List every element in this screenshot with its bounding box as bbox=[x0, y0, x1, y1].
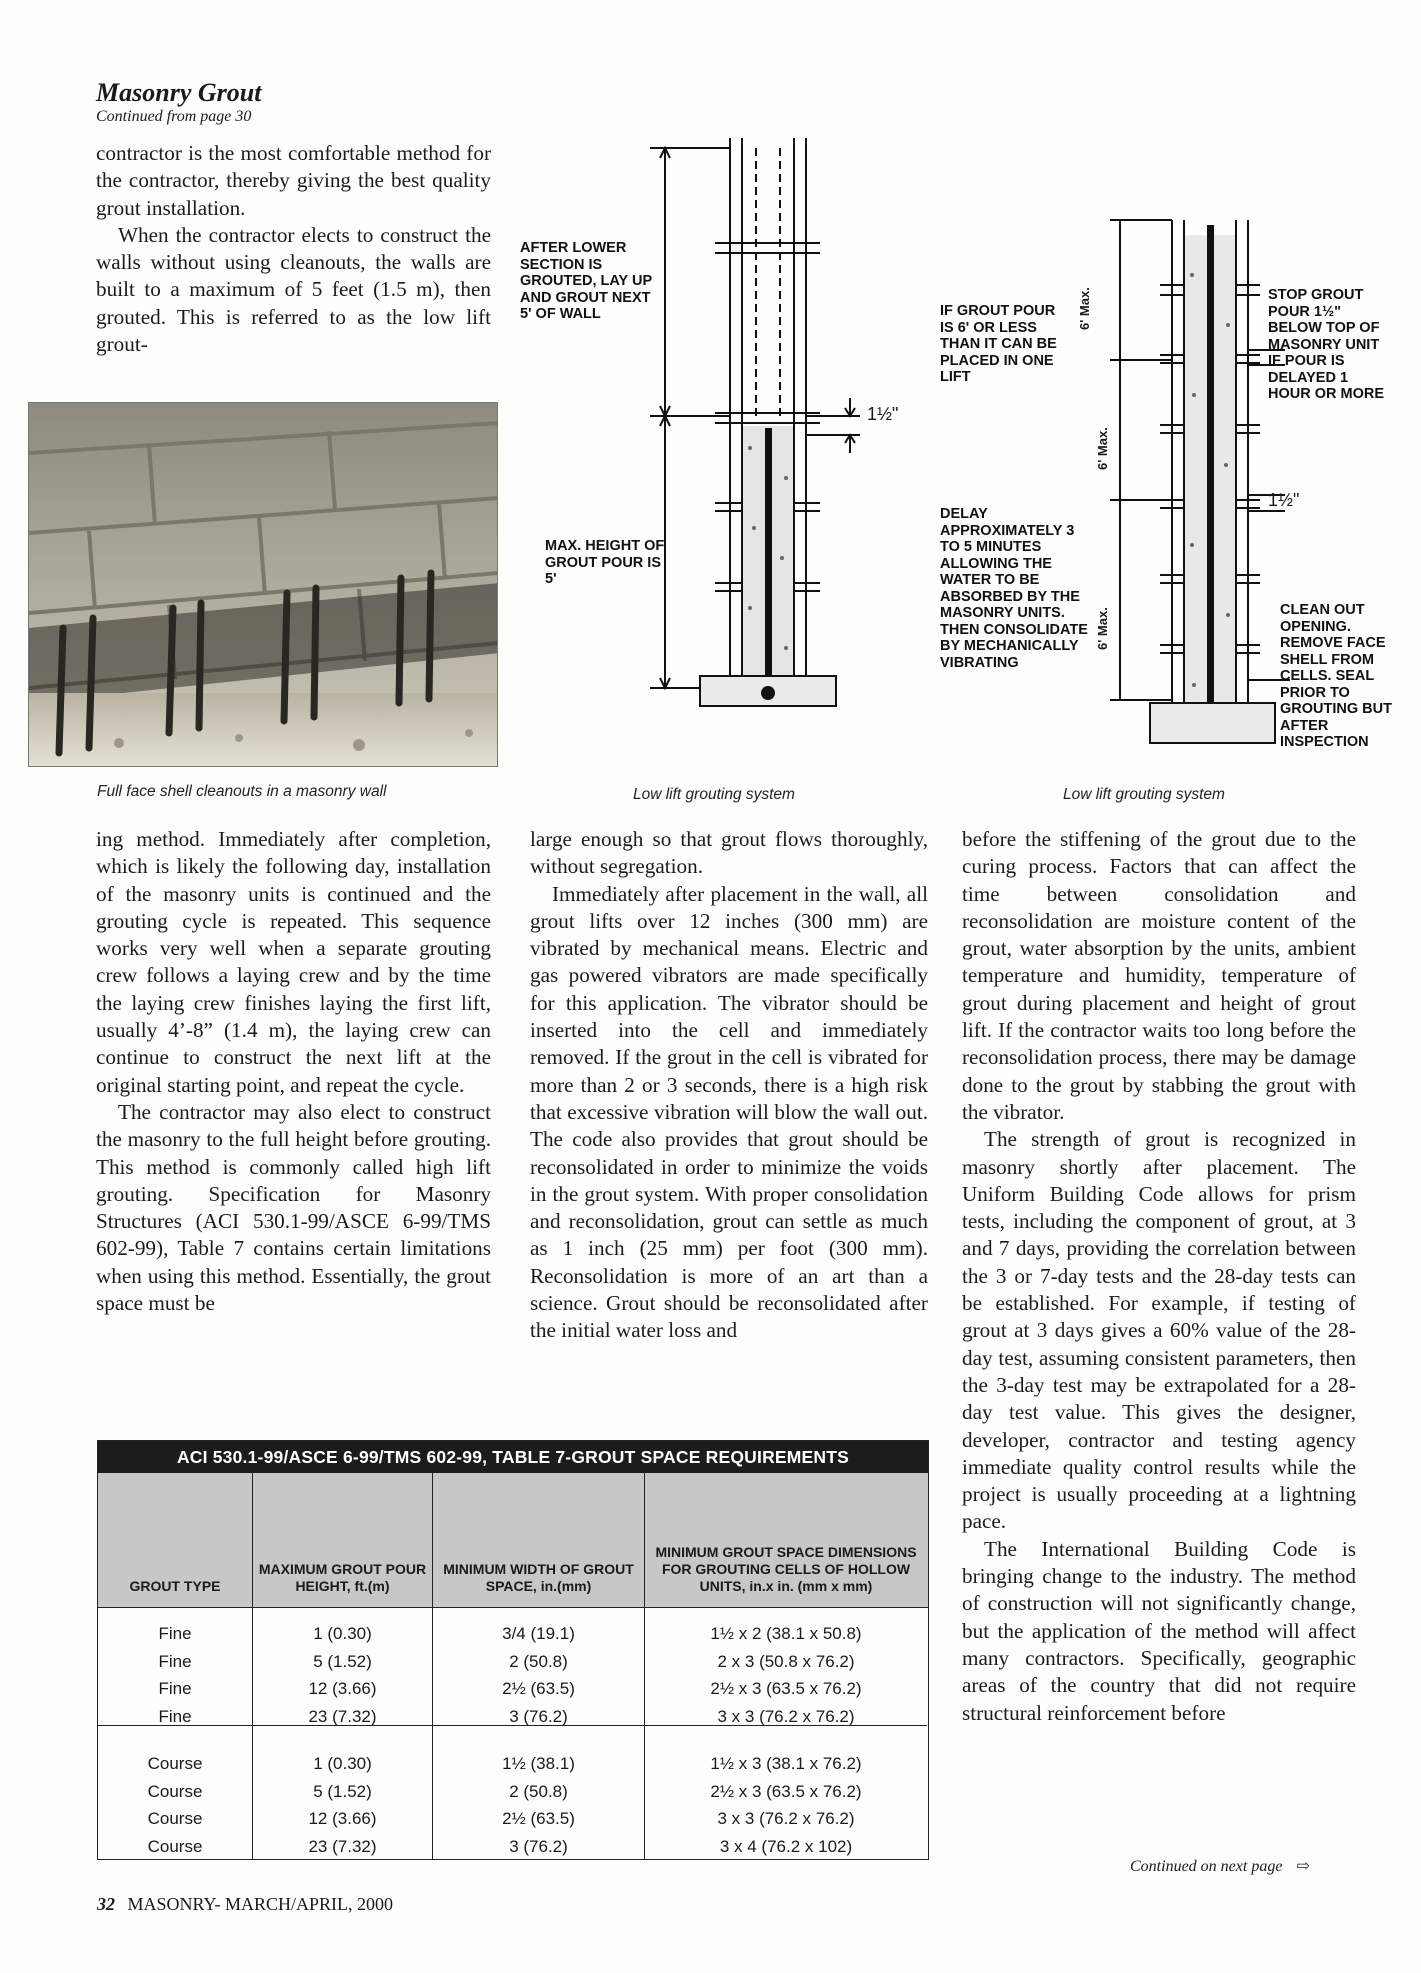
paragraph: contractor is the most comfortable method for the contractor, thereby giving the best quality grout installation. bbox=[96, 141, 491, 220]
paragraph: The contractor may also elect to construct the masonry to the full height before grouting. This method is commonly called high lift grouting. Specification for Masonry Structures (ACI 530.1-99/ASCE 6-99/TMS 602-99), Table 7 contains certain limitations when using this method. Essentially, the grout space must be bbox=[96, 1099, 491, 1316]
arrow-right-icon: ⇨ bbox=[1296, 1858, 1310, 1875]
table-cell: 3 x 3 (76.2 x 76.2) bbox=[717, 1809, 855, 1828]
table-cell: 2½ x 3 (63.5 x 76.2) bbox=[710, 1781, 862, 1801]
table-cell: 2 x 3 (50.8 x 76.2) bbox=[717, 1651, 855, 1671]
table-cell: Course bbox=[147, 1809, 203, 1828]
publication-info: MASONRY- MARCH/APRIL, 2000 bbox=[127, 1894, 394, 1914]
diagram-1-label-top: AFTER LOWER SECTION IS GROUTED, LAY UP AND GROUT NEXT 5' OF WALL bbox=[520, 240, 652, 322]
table-cell: 3 x 3 (76.2 x 76.2) bbox=[717, 1706, 855, 1726]
diagram-2-label-pour: IF GROUT POUR IS 6' OR LESS THAN IT CAN BE PLACED IN ONE LIFT bbox=[940, 303, 1057, 385]
table-cell: 2 (50.8) bbox=[509, 1651, 568, 1671]
table-cell: 2½ (63.5) bbox=[502, 1809, 575, 1828]
col-cell-dims bbox=[645, 1608, 927, 1859]
diagram-1-dimension: 1½" bbox=[867, 404, 899, 424]
table-cell: 5 (1.52) bbox=[313, 1781, 372, 1801]
paragraph: When the contractor elects to construct the walls without using cleanouts, the walls are built to a maximum of 5 feet (1.5 m), then grouted. This is referred to as the low lift grout- bbox=[96, 222, 491, 357]
section-title: Masonry Grout bbox=[96, 78, 262, 107]
paragraph: large enough so that grout flows thoroughly, without segregation. bbox=[530, 827, 928, 879]
table-cell: 2½ x 3 (63.5 x 76.2) bbox=[710, 1679, 862, 1698]
table-cell: 5 (1.52) bbox=[313, 1651, 372, 1671]
col-grout-type bbox=[98, 1608, 253, 1859]
table-cell: 2 (50.8) bbox=[509, 1781, 568, 1801]
table-cell: 3/4 (19.1) bbox=[502, 1624, 575, 1643]
table-cell: 23 (7.32) bbox=[308, 1706, 377, 1726]
col-header: MINIMUM GROUT SPACE DIMENSIONS FOR GROUTING CELLS OF HOLLOW UNITS, in.x in. (mm x mm) bbox=[655, 1544, 917, 1594]
col-max-height bbox=[253, 1608, 433, 1859]
table-cell: 12 (3.66) bbox=[308, 1679, 377, 1698]
continued-next-label: Continued on next page bbox=[1130, 1858, 1283, 1875]
diagram-2-label-stop: STOP GROUT POUR 1½" BELOW TOP OF MASONRY UNIT IF POUR IS DELAYED 1 HOUR OR MORE bbox=[1268, 287, 1384, 402]
table-cell: 2½ (63.5) bbox=[502, 1679, 575, 1698]
diagram-2-dimension: 1½" bbox=[1268, 490, 1300, 510]
col-header: GROUT TYPE bbox=[98, 1473, 253, 1607]
paragraph: The strength of grout is recognized in masonry shortly after placement. The Uniform Building Code allows for prism tests, including the component of grout, at 3 and 7 days, providing the correlation between the 3 or 7-day tests and the 28-day tests can be established. For example, if testing of grout at 3 days gives a 60% value of the 28-day test, assuming consistent parameters, then the 3-day test may be extrapolated for a 28-day test value. This gives the designer, developer, contractor and testing agency immediate quality control results while the project is usually proceeding at a lightning pace. bbox=[962, 1127, 1356, 1534]
continued-from: Continued from page 30 bbox=[96, 108, 252, 125]
table-cell: Fine bbox=[158, 1651, 192, 1671]
page-number: 32 bbox=[97, 1894, 115, 1914]
diagram-1-caption: Low lift grouting system bbox=[633, 786, 795, 803]
table-cell: Course bbox=[147, 1836, 203, 1856]
table-cell: 1½ x 2 (38.1 x 50.8) bbox=[710, 1624, 862, 1643]
table-cell: Course bbox=[147, 1754, 203, 1773]
paragraph: The International Building Code is bringing change to the industry. The method of construction will not significantly change, but the application of the method will affect many contractors. Specifically, geographic areas of the country that did not require structural reinforcement before bbox=[962, 1536, 1356, 1725]
low-lift-diagram-2 bbox=[1090, 215, 1290, 760]
grout-space-table bbox=[97, 1440, 929, 1860]
col-min-width bbox=[433, 1608, 645, 1859]
diagram-2-caption: Low lift grouting system bbox=[1063, 786, 1225, 803]
table-cell: 1 (0.30) bbox=[313, 1754, 372, 1773]
diagram-2-label-delay: DELAY APPROXIMATELY 3 TO 5 MINUTES ALLOWING THE WATER TO BE ABSORBED BY THE MASONRY UNITS. THEN CONSOLIDATE BY MECHANICALLY VIBRATING bbox=[940, 506, 1088, 671]
diagram-2-dim-max-2: 6' Max. bbox=[1095, 427, 1110, 470]
paragraph: before the stiffening of the grout due to the curing process. Factors that can affect the time between consolidation and reconsolidation are moisture content of the grout, water absorption by the units, ambient temperature and humidity, temperature of grout during placement and height of grout lift. If the contractor waits too long before the reconsolidation process, there may be damage done to the grout by stabbing the grout with the vibrator. bbox=[962, 827, 1356, 1124]
diagram-2-dim-max-1: 6' Max. bbox=[1077, 287, 1092, 330]
table-header-row bbox=[98, 1473, 928, 1608]
table-cell: 3 (76.2) bbox=[509, 1836, 568, 1856]
grouting-diagram-2-svg bbox=[1090, 215, 1290, 760]
table-title: ACI 530.1-99/ASCE 6-99/TMS 602-99, TABLE 7-GROUT SPACE REQUIREMENTS bbox=[98, 1441, 928, 1473]
col-header: MAXIMUM GROUT POUR HEIGHT, ft.(m) bbox=[253, 1473, 433, 1607]
table-cell: Course bbox=[147, 1781, 203, 1801]
table-cell: 12 (3.66) bbox=[308, 1809, 377, 1828]
table-cell: 1½ (38.1) bbox=[502, 1754, 575, 1773]
table-cell: 1½ x 3 (38.1 x 76.2) bbox=[710, 1754, 862, 1773]
column-3 bbox=[962, 826, 1356, 1727]
column-2 bbox=[530, 826, 928, 1345]
diagram-2-label-clean: CLEAN OUT OPENING. REMOVE FACE SHELL FROM CELLS. SEAL PRIOR TO GROUTING BUT AFTER INSPECTION bbox=[1280, 602, 1392, 750]
page-footer bbox=[97, 1894, 393, 1915]
table-cell: 3 (76.2) bbox=[509, 1706, 568, 1726]
column-1-bottom bbox=[96, 826, 491, 1317]
table-cell: 23 (7.32) bbox=[308, 1836, 377, 1856]
table-cell: 3 x 4 (76.2 x 102) bbox=[719, 1836, 853, 1856]
table-cell: Fine bbox=[158, 1624, 192, 1643]
continued-next bbox=[1130, 1856, 1310, 1876]
paragraph: Immediately after placement in the wall, all grout lifts over 12 inches (300 mm) are vibrated by mechanical means. Electric and gas powered vibrators are made specifically for this application. The vibrator should be inserted into the cell and immediately removed. If the grout in the cell is vibrated for more than 2 or 3 seconds, there is a high risk that excessive vibration will blow the wall out. The code also provides that grout should be reconsolidated in order to minimize the voids in the grout system. With proper consolidation and reconsolidation, grout can settle as much as 1 inch (25 mm) per foot (300 mm). Reconsolidation is more of an art than a science. Grout should be reconsolidated after the initial water loss and bbox=[530, 881, 928, 1343]
column-1-top bbox=[96, 140, 491, 358]
table-cell: 1 (0.30) bbox=[313, 1624, 372, 1643]
diagram-1-label-max: MAX. HEIGHT OF GROUT POUR IS 5' bbox=[545, 538, 665, 587]
table-cell: Fine bbox=[158, 1706, 192, 1726]
photo-caption: Full face shell cleanouts in a masonry wall bbox=[97, 783, 387, 800]
col-header: MINIMUM WIDTH OF GROUT SPACE, in.(mm) bbox=[433, 1473, 645, 1607]
table-cell: Fine bbox=[158, 1679, 192, 1698]
table-body bbox=[98, 1608, 928, 1859]
cleanout-photo bbox=[28, 402, 498, 767]
diagram-2-dim-max-3: 6' Max. bbox=[1095, 607, 1110, 650]
paragraph: ing method. Immediately after completion, which is likely the following day, installation of the masonry units is continued and the grouting cycle is repeated. This sequence works very well when a separate grouting crew follows a laying crew and by the time the laying crew finishes laying the first lift, usually 4’-8” (1.4 m), the laying crew can continue to construct the next lift at the original starting point, and repeat the cycle. bbox=[96, 827, 491, 1097]
masonry-wall-photo bbox=[29, 403, 498, 767]
